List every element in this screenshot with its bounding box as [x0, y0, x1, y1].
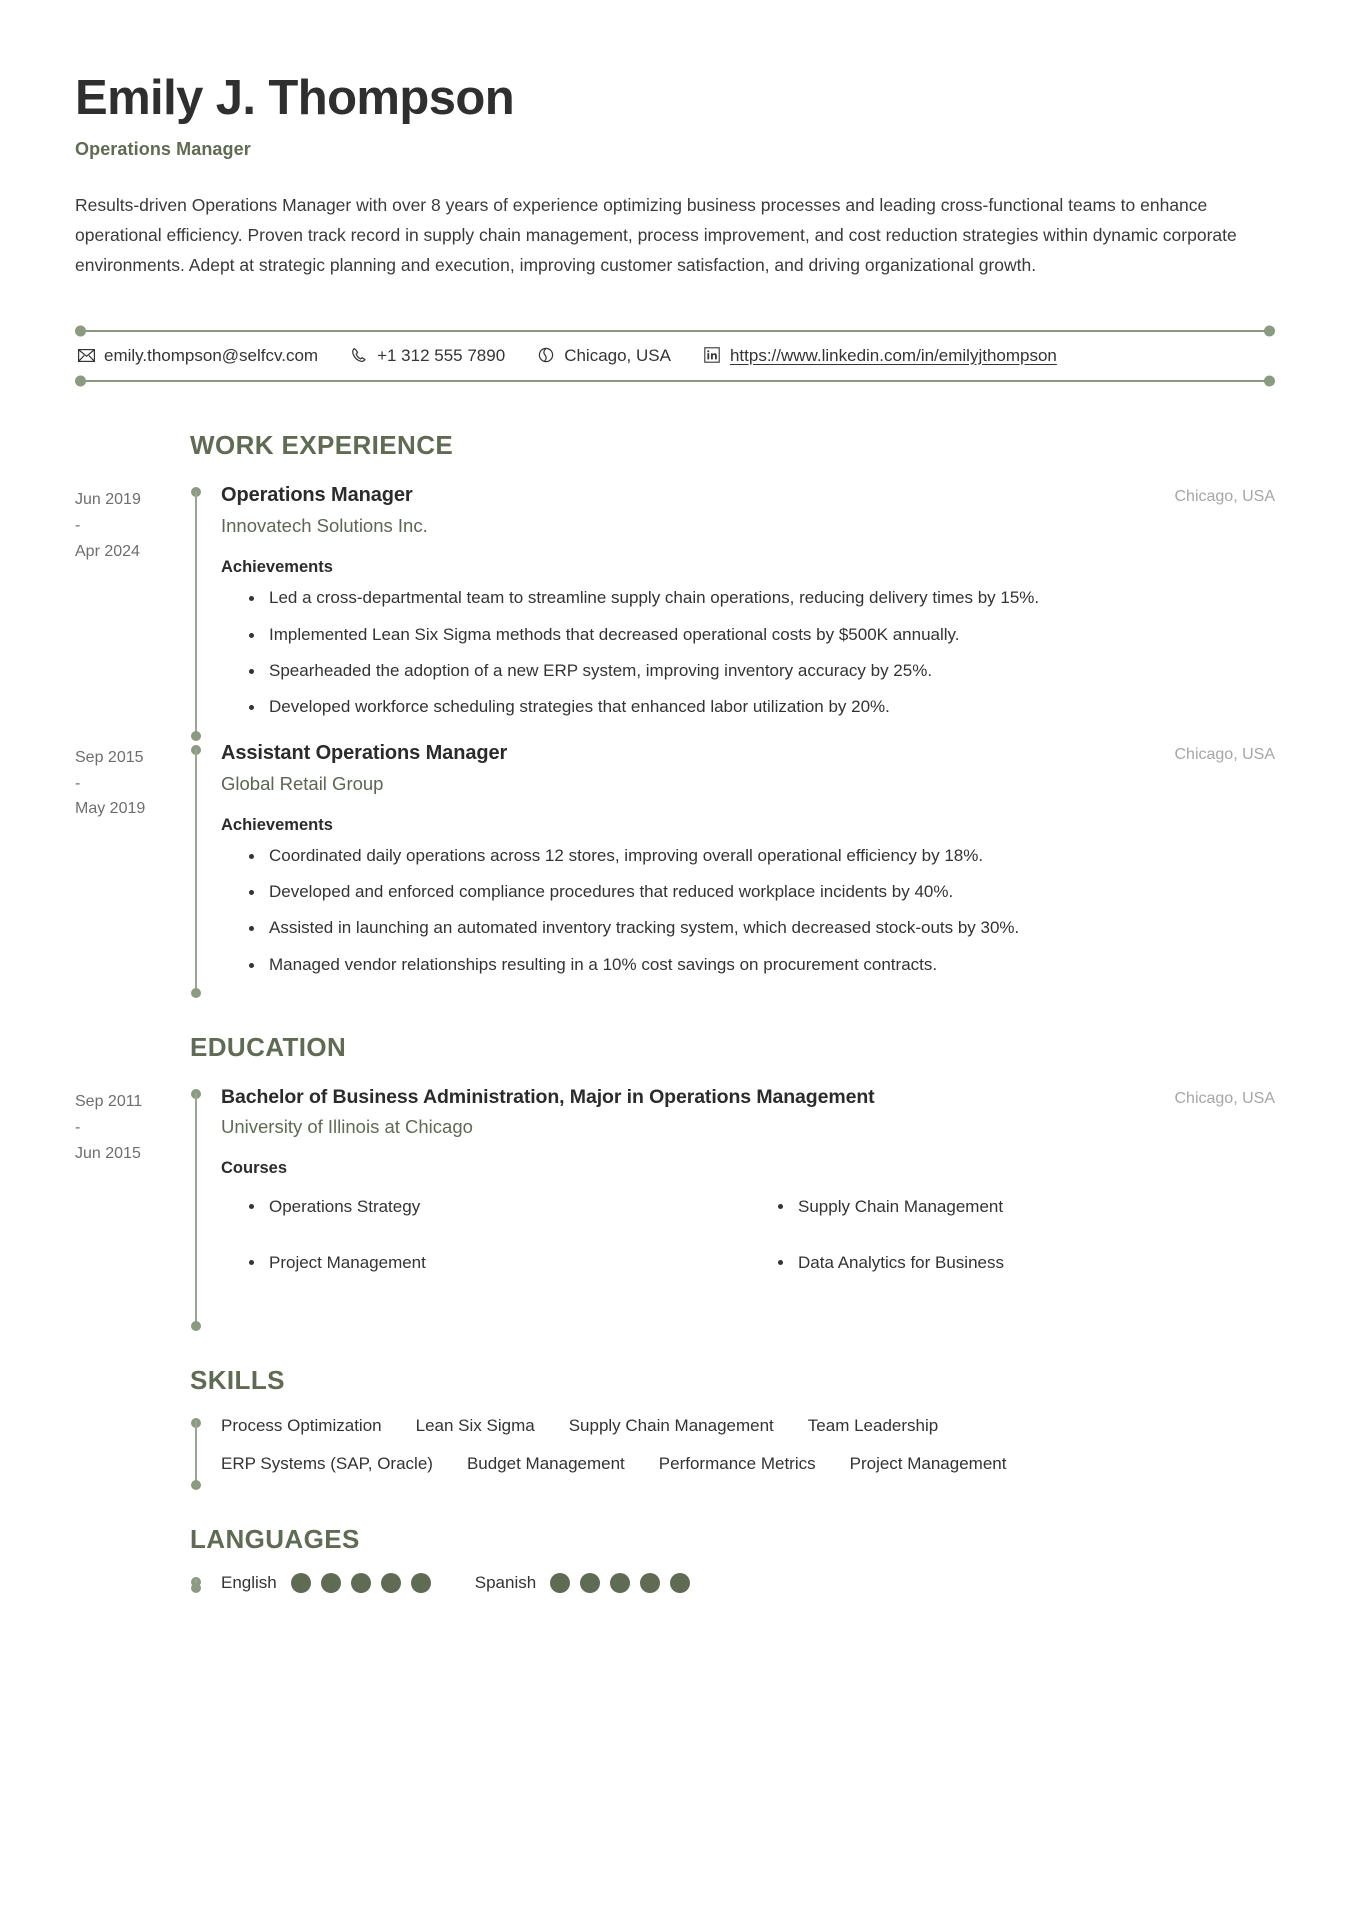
- section-skills: [75, 1365, 1275, 1490]
- language-name: Spanish: [474, 1573, 537, 1593]
- education-degree-title: Bachelor of Business Administration, Major in Operations Management: [221, 1086, 875, 1109]
- education-entry-header: [221, 1085, 1275, 1109]
- date-end: Jun 2015: [75, 1144, 141, 1162]
- timeline-marker: [185, 1573, 207, 1593]
- achievement-item: Coordinated daily operations across 12 stores, improving overall operational efficiency by 18%.: [247, 843, 1275, 869]
- languages-row: [207, 1573, 1275, 1593]
- achievement-item: Managed vendor relationships resulting in a 10% cost savings on procurement contracts.: [247, 952, 1275, 978]
- skill-chip: Performance Metrics: [658, 1454, 816, 1474]
- work-entry: [75, 741, 1275, 998]
- skill-chip: ERP Systems (SAP, Oracle): [221, 1454, 433, 1474]
- skill-chip: Project Management: [849, 1454, 1007, 1474]
- work-company-name: Innovatech Solutions Inc.: [221, 515, 428, 537]
- date-start: Sep 2011: [75, 1093, 143, 1111]
- section-title-work: WORK EXPERIENCE: [190, 430, 454, 461]
- languages-entry: [75, 1573, 1275, 1593]
- timeline-marker: [185, 483, 207, 740]
- skills-spacer: [75, 1414, 185, 1490]
- timeline-line: [195, 749, 197, 994]
- timeline-dot-bottom: [191, 731, 201, 741]
- education-entry-body: [207, 1085, 1275, 1331]
- contact-divider-top: [85, 330, 1265, 332]
- skills-row: [221, 1452, 1275, 1476]
- rating-dot: [291, 1573, 311, 1593]
- rating-dot: [351, 1573, 371, 1593]
- contact-row: [75, 332, 1275, 380]
- work-entry-header: [221, 483, 1275, 508]
- rating-dot: [411, 1573, 431, 1593]
- work-entry: [75, 483, 1275, 740]
- achievement-item: Spearheaded the adoption of a new ERP system, improving inventory accuracy by 25%.: [247, 658, 1275, 684]
- rating-dot: [610, 1573, 630, 1593]
- skill-chip: Supply Chain Management: [568, 1416, 774, 1436]
- date-dash: -: [75, 517, 81, 535]
- timeline-line: [195, 491, 197, 736]
- date-start: Jun 2019: [75, 491, 141, 509]
- work-entry-dates: [75, 741, 185, 998]
- section-languages: [75, 1524, 1275, 1593]
- contact-linkedin[interactable]: [703, 346, 1057, 364]
- achievement-item: Led a cross-departmental team to streamline supply chain operations, reducing delivery times by 15%.: [247, 585, 1275, 611]
- skills-rows: [207, 1414, 1275, 1490]
- contact-linkedin-link[interactable]: https://www.linkedin.com/in/emilyjthompson: [729, 345, 1057, 365]
- phone-icon: [350, 346, 368, 364]
- timeline-line: [195, 1093, 197, 1327]
- education-entry-dates: [75, 1085, 185, 1331]
- date-end: May 2019: [75, 800, 146, 818]
- achievement-item: Developed and enforced compliance procedures that reduced workplace incidents by 40%.: [247, 879, 1275, 905]
- work-entry-location: Chicago, USA: [1174, 488, 1275, 506]
- courses-list: [221, 1194, 1275, 1305]
- rating-dot: [321, 1573, 341, 1593]
- work-entry-location: Chicago, USA: [1174, 745, 1275, 763]
- date-dash: -: [75, 1118, 81, 1136]
- achievement-item: Implemented Lean Six Sigma methods that decreased operational costs by $500K annually.: [247, 622, 1275, 648]
- globe-pin-icon: [537, 346, 555, 364]
- course-item: Data Analytics for Business: [776, 1250, 1275, 1276]
- contact-email[interactable]: [77, 346, 318, 364]
- professional-summary: Results-driven Operations Manager with over 8 years of experience optimizing business processes and leading cross-functional teams to enhance operational efficiency. Proven track record in supply chain management, process improvement, and cost reduction strategies within dynamic corporate environments. Adept at strategic planning and execution, improving customer satisfaction, and driving organizational growth.: [75, 194, 1237, 276]
- date-end: Apr 2024: [75, 543, 140, 560]
- achievements-label: Achievements: [221, 558, 333, 577]
- skill-chip: Budget Management: [466, 1454, 625, 1474]
- contact-divider-bottom: [85, 380, 1265, 382]
- timeline-dot-bottom: [191, 988, 201, 998]
- course-item: Operations Strategy: [247, 1194, 746, 1220]
- skill-chip: Team Leadership: [807, 1416, 939, 1436]
- work-company-name: Global Retail Group: [221, 772, 384, 794]
- envelope-icon: [77, 346, 95, 364]
- timeline-line: [195, 1420, 197, 1484]
- achievements-list: [221, 585, 1275, 720]
- languages-spacer: [75, 1573, 185, 1593]
- language-level-dots: [550, 1573, 690, 1593]
- contact-strip: [75, 314, 1275, 396]
- timeline-marker: [185, 1414, 207, 1490]
- language-level-dots: [291, 1573, 431, 1593]
- work-entry-body: [207, 483, 1275, 740]
- rating-dot: [580, 1573, 600, 1593]
- language-item: [221, 1573, 431, 1593]
- section-education: [75, 1032, 1275, 1331]
- section-title-skills: SKILLS: [190, 1365, 285, 1396]
- timeline-marker: [185, 741, 207, 998]
- courses-label: Courses: [221, 1159, 288, 1178]
- contact-phone[interactable]: [350, 346, 505, 364]
- section-work-experience: [75, 430, 1275, 998]
- language-item: [475, 1573, 690, 1593]
- section-title-education: EDUCATION: [190, 1032, 347, 1063]
- course-item: Supply Chain Management: [776, 1194, 1275, 1220]
- language-name: English: [221, 1573, 277, 1593]
- rating-dot: [670, 1573, 690, 1593]
- education-school-name: University of Illinois at Chicago: [221, 1116, 473, 1138]
- work-role-title: Operations Manager: [221, 484, 413, 507]
- rating-dot: [550, 1573, 570, 1593]
- achievements-list: [221, 843, 1275, 978]
- rating-dot: [640, 1573, 660, 1593]
- education-entry: [75, 1085, 1275, 1331]
- skill-chip: Process Optimization: [221, 1416, 382, 1436]
- skills-row: [221, 1414, 1275, 1438]
- candidate-job-title: Operations Manager: [75, 138, 251, 159]
- timeline-dot-bottom: [191, 1480, 201, 1490]
- education-entry-location: Chicago, USA: [1174, 1090, 1275, 1108]
- contact-location-text: Chicago, USA: [564, 345, 671, 365]
- work-entry-header: [221, 741, 1275, 766]
- achievements-label: Achievements: [221, 815, 333, 834]
- candidate-name: Emily J. Thompson: [75, 71, 515, 125]
- date-start: Sep 2015: [75, 748, 144, 766]
- timeline-dot-bottom: [191, 1321, 201, 1331]
- contact-location: [537, 346, 671, 364]
- rating-dot: [381, 1573, 401, 1593]
- course-item: Project Management: [247, 1250, 746, 1276]
- skill-chip: Lean Six Sigma: [415, 1416, 535, 1436]
- section-title-languages: LANGUAGES: [190, 1524, 360, 1555]
- date-dash: -: [75, 774, 81, 792]
- work-role-title: Assistant Operations Manager: [221, 741, 508, 764]
- work-entry-body: [207, 741, 1275, 998]
- achievement-item: Assisted in launching an automated inventory tracking system, which decreased stock-outs by 30%.: [247, 915, 1275, 941]
- linkedin-icon: [703, 346, 721, 364]
- skills-entry: [75, 1414, 1275, 1490]
- contact-phone-text: +1 312 555 7890: [377, 345, 506, 365]
- timeline-dot-bottom: [191, 1583, 201, 1593]
- work-entry-dates: [75, 483, 185, 740]
- contact-email-text: emily.thompson@selfcv.com: [104, 345, 319, 365]
- timeline-marker: [185, 1085, 207, 1331]
- achievement-item: Developed workforce scheduling strategies that enhanced labor utilization by 20%.: [247, 694, 1275, 720]
